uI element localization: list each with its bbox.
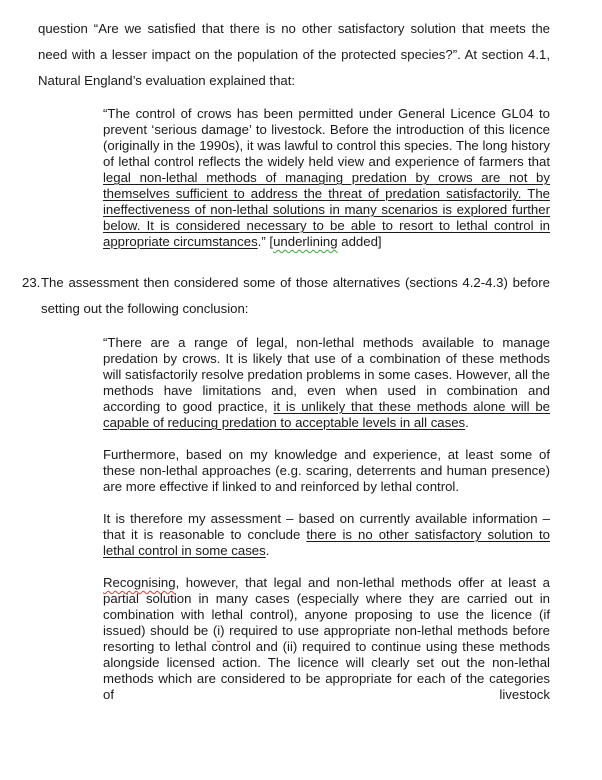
conclusion-p4-spellcheck-flagged-word: Recognising (103, 575, 176, 590)
conclusion-p1-text-start: “There are a range of legal, non-lethal methods available to manage predation by crows. It is likely that use of a combination of these methods will satisfactorily resolve predation problems in some cases. However, all the methods have limitations and, even when used in combination and according to good practice, (103, 335, 550, 414)
conclusion-paragraph-3 (103, 511, 550, 559)
conclusion-p3-underlined-passage: there is no other satisfactory solution to lethal control in some cases (103, 527, 551, 558)
quote1-paragraph (103, 106, 550, 250)
conclusion-paragraph-4 (103, 575, 550, 703)
conclusion-p4-text-middle: , however, that legal and non-lethal methods offer at least a partial solution in many cases (especially where they are carried out in combination with lethal control), anyone proposing to use the licence (if issued) should be ( (103, 575, 550, 638)
quote-block-conclusion (103, 335, 550, 703)
conclusion-p4-text-rest: ) required to use appropriate non-lethal methods before resorting to lethal control and (ii) required to continue using these methods alongside licensed action. The licence will clearly set out the non-lethal methods which are considered to be appropriate for each of the categories of livestock (103, 623, 550, 702)
paragraph-number: 23. (22, 275, 41, 290)
quote1-underlined-passage: legal non-lethal methods of managing predation by crows are not by themselves sufficient to address the threat of predation satisfactorily. The ineffectiveness of non-lethal solutions in many scenarios is explored further below. It is considered necessary to be able to resort to lethal control in appropriate circumstances (103, 170, 550, 249)
conclusion-p1-underlined-passage: it is unlikely that these methods alone will be capable of reducing predation to acceptable levels in all cases (103, 399, 550, 430)
numbered-paragraph-23 (22, 270, 550, 322)
conclusion-p3-text-start: It is therefore my assessment – based on currently available information – that it is reasonable to conclude (103, 511, 550, 542)
conclusion-p3-period: . (265, 543, 270, 558)
conclusion-p4-spellcheck-flagged-roman-numeral: i (217, 623, 221, 638)
conclusion-paragraph-2: Furthermore, based on my knowledge and experience, at least some of these non-lethal approaches (e.g. scaring, deterrents and human presence) are more effective if linked to and reinforced by lethal control. (103, 447, 550, 494)
paragraph-23-text: The assessment then considered some of those alternatives (sections 4.2-4.3) before setting out the following conclusion: (41, 275, 550, 316)
conclusion-p1-period: . (465, 415, 469, 430)
quote1-grammar-flagged-word: underlining (273, 234, 338, 249)
conclusion-paragraph-1 (103, 335, 550, 431)
quote1-text-after-underline: .” [ (257, 234, 274, 249)
quote1-text-closing: added] (337, 234, 382, 249)
intro-paragraph: question “Are we satisfied that there is no other satisfactory solution that meets the need with a lesser impact on the population of the protected species?”. At section 4.1, Natural England’s evaluation explained that: (38, 21, 550, 88)
quote-block-natural-england-evaluation (103, 106, 550, 250)
quote1-text-start: “The control of crows has been permitted under General Licence GL04 to prevent ‘serious damage’ to livestock. Before the introduction of this licence (originally in the 1990s), it was lawful to control this species. The long history of lethal control reflects the widely held view and experience of farmers that (103, 106, 550, 169)
